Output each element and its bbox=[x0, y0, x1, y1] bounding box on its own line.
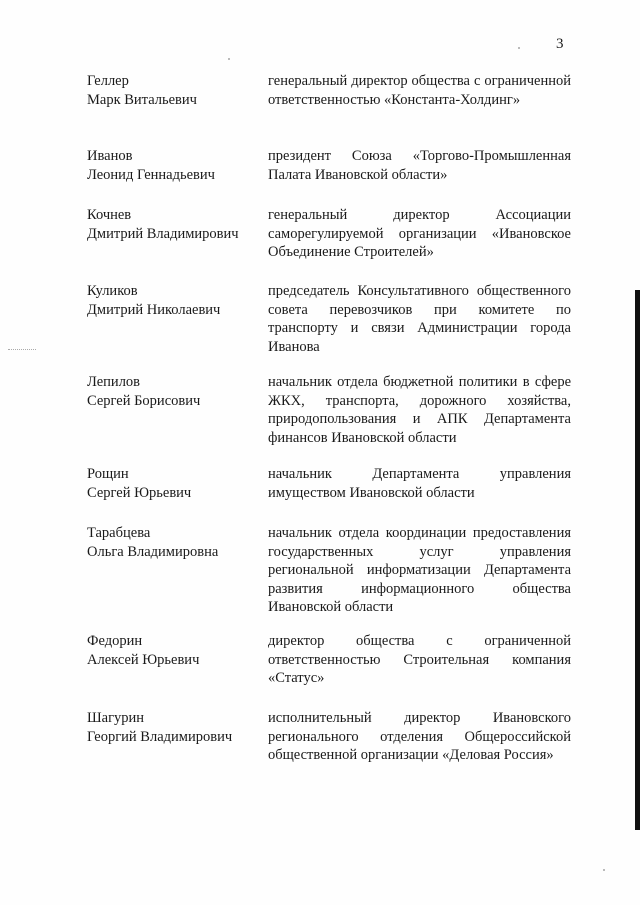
member-entry bbox=[87, 465, 571, 502]
member-name bbox=[87, 373, 268, 447]
member-surname: Лепилов bbox=[87, 374, 141, 390]
member-given-name: Георгий Владимирович bbox=[87, 728, 233, 745]
member-given-name: Сергей Юрьевич bbox=[87, 484, 192, 501]
member-position: исполнительный директор Ивановского регионального отделения Общероссийской общественной организации «Деловая Россия» bbox=[268, 710, 571, 763]
member-given-name: Дмитрий Николаевич bbox=[87, 301, 221, 318]
member-name bbox=[87, 72, 268, 109]
member-entry bbox=[87, 282, 571, 356]
member-entry bbox=[87, 524, 571, 617]
member-given-name: Ольга Владимировна bbox=[87, 543, 219, 560]
scan-speck bbox=[603, 869, 605, 871]
member-entry bbox=[87, 206, 571, 262]
page-number: 3 bbox=[556, 36, 564, 52]
member-name bbox=[87, 709, 268, 765]
member-position: генеральный директор Ассоциации саморегулируемой организации «Ивановское Объединение Строителей» bbox=[268, 207, 571, 260]
member-position: генеральный директор общества с ограниченной ответственностью «Константа-Холдинг» bbox=[268, 73, 571, 108]
member-entry bbox=[87, 709, 571, 765]
member-entry bbox=[87, 147, 571, 184]
member-given-name: Сергей Борисович bbox=[87, 392, 201, 409]
scan-artifact-dash bbox=[8, 349, 36, 350]
member-given-name: Дмитрий Владимирович bbox=[87, 225, 239, 242]
member-position: директор общества с ограниченной ответственностью Строительная компания «Статус» bbox=[268, 633, 571, 686]
member-entry bbox=[87, 632, 571, 688]
member-name bbox=[87, 632, 268, 688]
scan-speck bbox=[228, 58, 230, 60]
member-surname: Рощин bbox=[87, 466, 129, 482]
member-name bbox=[87, 282, 268, 356]
member-surname: Геллер bbox=[87, 73, 129, 89]
member-given-name: Алексей Юрьевич bbox=[87, 651, 200, 668]
member-entry bbox=[87, 72, 571, 109]
member-position: начальник отдела координации предоставления государственных услуг управления региональной информатизации Департамента развития информационного общества Ивановской области bbox=[268, 525, 571, 615]
member-position: начальник Департамента управления имуществом Ивановской области bbox=[268, 466, 571, 501]
member-name bbox=[87, 147, 268, 184]
member-surname: Шагурин bbox=[87, 710, 145, 726]
member-surname: Федорин bbox=[87, 633, 143, 649]
member-surname: Иванов bbox=[87, 148, 133, 164]
member-surname: Куликов bbox=[87, 283, 138, 299]
member-position: начальник отдела бюджетной политики в сфере ЖКХ, транспорта, дорожного хозяйства, природопользования и АПК Департамента финансов Ивановской области bbox=[268, 374, 571, 446]
member-surname: Кочнев bbox=[87, 207, 132, 223]
member-given-name: Марк Витальевич bbox=[87, 91, 197, 108]
member-name bbox=[87, 524, 268, 617]
member-surname: Тарабцева bbox=[87, 525, 151, 541]
member-name bbox=[87, 465, 268, 502]
member-position: президент Союза «Торгово-Промышленная Палата Ивановской области» bbox=[268, 148, 571, 183]
scan-speck bbox=[518, 47, 520, 49]
member-given-name: Леонид Геннадьевич bbox=[87, 166, 215, 183]
member-position: председатель Консультативного общественного совета перевозчиков при комитете по транспорту и связи Администрации города Иванова bbox=[268, 283, 571, 355]
scan-edge-shadow bbox=[635, 290, 640, 830]
member-entry bbox=[87, 373, 571, 447]
member-name bbox=[87, 206, 268, 262]
